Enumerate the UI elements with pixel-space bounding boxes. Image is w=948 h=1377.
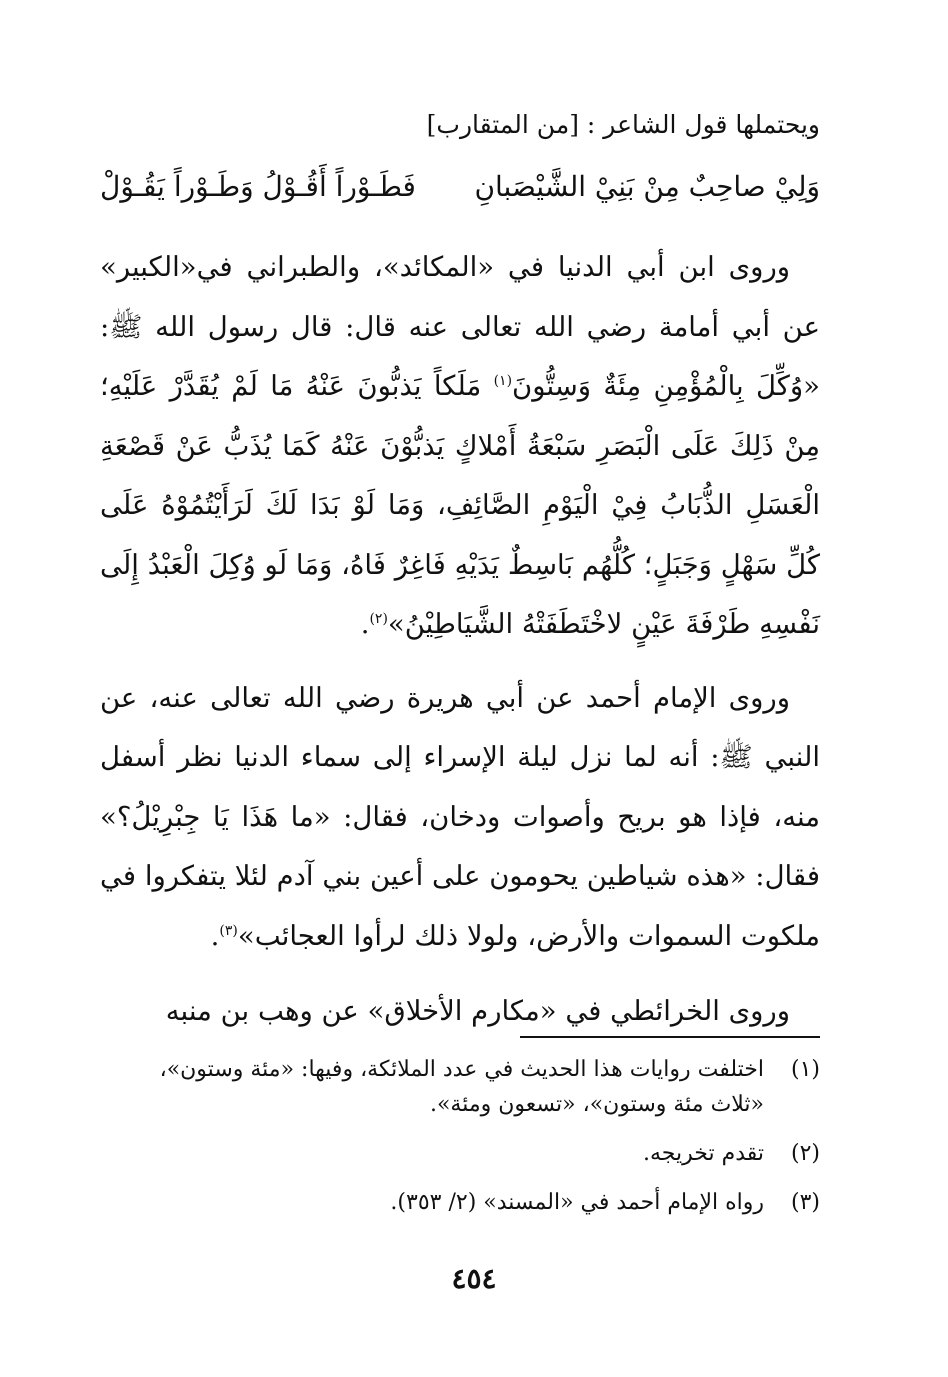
main-text [100, 238, 820, 1042]
footnote-number: (١) [790, 1057, 820, 1082]
page-number: ٤٥٤ [451, 1262, 497, 1295]
footnotes [100, 1052, 820, 1234]
page-content [100, 0, 820, 1377]
footnote-number: (٢) [790, 1141, 820, 1166]
footnote-number: (٣) [790, 1190, 820, 1215]
footnote-2 [100, 1136, 820, 1171]
poetry-verse [100, 162, 820, 212]
verse-second-hemistich: فَطَـوْراً أَقُـوْلُ وَطَـوْراً يَقُـوْلْ [100, 170, 416, 203]
footnote-marker: (١) [493, 372, 513, 389]
footnote-divider [520, 1036, 820, 1038]
footnote-marker: (٢) [369, 610, 388, 627]
verse-first-hemistich: وَلِيْ صاحِبٌ مِنْ بَنِيْ الشَّيْصَبانِ [474, 170, 820, 203]
paragraph-1: وروى ابن أبي الدنيا في «المكائد»، والطبراني في«الكبير» عن أبي أمامة رضي الله تعالى عنه قال: قال رسول الله ﷺ: «وُكِّلَ بِالْمُؤْمِنِ مِئَةٌ وَسِتُّونَ$^{(١)}$ مَلَكاً يَذبُّونَ عَنْهُ مَا لَمْ يُقَدَّرْ عَلَيْهِ؛ مِنْ ذَلِكَ عَلَى الْبَصَرِ سَبْعَةُ أَمْلاكٍ يَذبُّوْنَ عَنْهُ كَمَا يُذَبُّ عَنْ قَصْعَةِ الْعَسَلِ الذُّبَابُ فِيْ الْيَوْمِ الصَّائِفِ، وَمَا لَوْ بَدَا لَكَ لَرَأَيْتُمُوْهُ عَلَى كُلِّ سَهْلٍ وَجَبَلٍ؛ كُلُّهُم بَاسِطٌ يَدَيْهِ فَاغِرٌ فَاهُ، وَمَا لَو وُكِلَ الْعَبْدُ إِلَى نَفْسِهِ طَرْفَةَ عَيْنٍ لاخْتَطَفَتْهُ الشَّيَاطِيْنُ»$^{(٢)}$. [100, 251, 820, 640]
footnote-3 [100, 1185, 820, 1220]
paragraph-2: وروى الإمام أحمد عن أبي هريرة رضي الله تعالى عنه، عن النبي ﷺ: أنه لما نزل ليلة الإسراء إلى سماء الدنيا نظر أسفل منه، فإذا هو بريح وأصوات ودخان، فقال: «ما هَذَا يَا جِبْرِيْلُ؟» فقال: «هذه شياطين يحومون على أعين بني آدم لئلا يتفكروا في ملكوت السموات والأرض، ولولا ذلك لرأوا العجائب»$^{(٣)}$. [100, 681, 820, 952]
footnote-marker: (٣) [219, 922, 238, 939]
footnote-1 [100, 1052, 820, 1122]
footnote-text: رواه الإمام أحمد في «المسند» (٢/ ٣٥٣). [390, 1190, 764, 1215]
paragraph-3: وروى الخرائطي في «مكارم الأخلاق» عن وهب بن منبه [165, 995, 790, 1027]
footnote-text: اختلفت روايات هذا الحديث في عدد الملائكة، وفيها: «مئة وستون»، «ثلاث مئة وستون»، «تسعون ومئة». [159, 1057, 764, 1117]
intro-line: ويحتملها قول الشاعر : [من المتقارب] [426, 110, 820, 139]
footnote-text: تقدم تخريجه. [643, 1141, 764, 1166]
